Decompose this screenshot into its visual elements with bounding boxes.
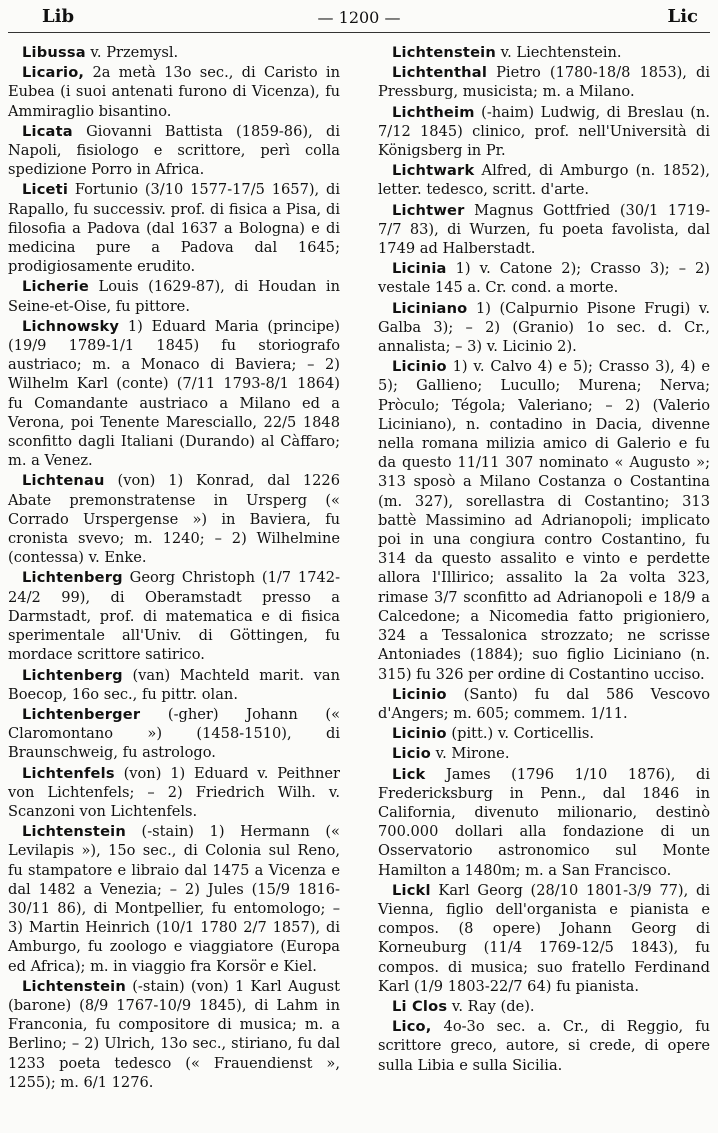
dictionary-entry — [378, 685, 710, 723]
entry-text: Fortunio (3/10 1577-17/5 1657), di Rapallo, fu successiv. prof. di fisica a Pisa, di filosofia a Padova (dal 1637 a Bologna) e di medicina pure a Padova dal 1645; prodigiosamente erudito. — [8, 181, 340, 276]
dictionary-entry — [8, 822, 340, 976]
entry-headword: Lico, — [392, 1018, 432, 1036]
dictionary-entry — [378, 299, 710, 357]
left-column — [8, 43, 340, 1093]
entry-headword: Lichtenberg — [22, 666, 123, 684]
dictionary-entry — [378, 724, 710, 743]
entry-text: (-stain) (von) 1 Karl August (barone) (8/9 1767-10/9 1845), di Lahm in Franconia, fu compositore di musica; m. a Berlino; – 2) Ulrich, 13o sec., stiriano, fu dal 1233 poeta tedesco (« Frauendienst », 1255); m. 6/1 1276. — [8, 977, 340, 1091]
dictionary-entry — [8, 977, 340, 1092]
entry-text: v. Ray (de). — [447, 997, 535, 1015]
entry-headword: Licinio — [392, 725, 447, 743]
entry-headword: Lichnowsky — [22, 317, 120, 335]
entry-text: 4o-3o sec. a. Cr., di Reggio, fu scrittore greco, autore, si crede, di opere sulla Libia e sulla Sicilia. — [378, 1018, 710, 1074]
dictionary-entry — [378, 1017, 710, 1075]
entry-text: 2a metà 13o sec., di Caristo in Eubea (i suoi antenati furono di Vicenza), fu Ammiraglio bisantino. — [8, 64, 340, 120]
entry-text: (von) 1) Eduard v. Peithner von Lichtenfels; – 2) Friedrich Wilh. v. Scanzoni von Lichtenfels. — [8, 764, 340, 820]
entry-headword: Lick — [392, 765, 426, 783]
entry-headword: Licinio — [392, 358, 447, 376]
dictionary-entry — [378, 43, 710, 62]
dictionary-entry — [378, 103, 710, 161]
entry-headword: Lichtenstein — [22, 823, 126, 841]
right-column — [378, 43, 710, 1093]
entry-headword: Licario, — [22, 64, 85, 82]
entry-headword: Libussa — [22, 44, 86, 61]
entry-text: (Santo) fu dal 586 Vescovo d'Angers; m. 605; commem. 1/11. — [378, 685, 710, 722]
entry-headword: Licio — [392, 745, 431, 763]
header-left: Lib — [42, 6, 75, 27]
columns — [8, 43, 710, 1093]
dictionary-entry — [8, 705, 340, 763]
dictionary-entry — [378, 259, 710, 297]
dictionary-entry — [8, 43, 340, 62]
entry-text: v. Przemysl. — [85, 44, 179, 61]
entry-text: v. Liechtenstein. — [495, 44, 622, 61]
dictionary-entry — [8, 122, 340, 180]
entry-headword: Lichtwark — [392, 162, 475, 180]
entry-headword: Liceti — [22, 181, 69, 199]
dictionary-entry — [378, 997, 710, 1016]
entry-headword: Lichtenberg — [22, 569, 123, 587]
entry-headword: Li Clos — [392, 997, 448, 1015]
entry-text: 1) v. Catone 2); Crasso 3); – 2) vestale 145 a. Cr. cond. a morte. — [378, 260, 710, 297]
entry-text: (van) Machteld marit. van Boecop, 16o sec., fu pittr. olan. — [8, 666, 340, 703]
dictionary-entry — [378, 357, 710, 683]
dictionary-entry — [8, 568, 340, 664]
entry-headword: Lichtenau — [22, 472, 105, 490]
entry-text: (-haim) Ludwig, di Breslau (n. 7/12 1845) clinico, prof. nell'Università di Königsberg in Pr. — [378, 103, 710, 160]
entry-headword: Lickl — [392, 881, 431, 899]
header-right: Lic — [667, 6, 698, 27]
entry-text: 1) (Calpurnio Pisone Frugi) v. Galba 3); – 2) (Granio) 1o sec. d. Cr., annalista; – 3) v. Licinio 2). — [378, 299, 710, 356]
dictionary-entry — [378, 161, 710, 199]
entry-text: Giovanni Battista (1859-86), di Napoli, fisiologo e scrittore, perì colla spedizione Porro in Africa. — [8, 122, 340, 179]
entry-headword: Licinio — [392, 685, 447, 703]
entry-headword: Licherie — [22, 278, 89, 296]
dictionary-entry — [378, 201, 710, 259]
entry-text: (pitt.) v. Corticellis. — [446, 725, 595, 743]
entry-text: (von) 1) Konrad, dal 1226 Abate premonstratense in Ursperg (« Corrado Urspergense ») in Baviera, fu cronista svevo; m. 1240; – 2) Wilhelmine (contessa) v. Enke. — [8, 472, 340, 567]
dictionary-entry — [378, 744, 710, 763]
dictionary-entry — [8, 764, 340, 822]
dictionary-entry — [8, 317, 340, 471]
dictionary-entry — [8, 471, 340, 567]
entry-text: 1) v. Calvo 4) e 5); Crasso 3), 4) e 5); Gallieno; Lucullo; Murena; Nerva; Pròculo; Tégola; Valeriano; – 2) (Valerio Liciniano), n. contadino in Dacia, divenne nella romana milizia amico di Galerio e fu da questo 11/11 307 nominato « Augusto »; 313 sposò a Milano Costanza o Costantina (m. 327), sorellastra di Costantino; 313 battè Massimino ad Adrianopoli; implicato poi in una congiura contro Costantino, fu 314 da questo assalito e vinto e perdette allora l'Illirico; assalito la 2a volta 323, rimase 3/7 sconfitto ad Adrianopoli e 18/9 a Calcedone; a Nicomedia fatto prigioniero, 324 a Tessalonica strozzato; ne scrisse Antoniades (1884); suo figlio Liciniano (n. 315) fu 326 per ordine di Costantino ucciso. — [378, 358, 710, 683]
entry-text: Alfred, di Amburgo (n. 1852), letter. tedesco, scritt. d'arte. — [378, 162, 710, 199]
dictionary-entry — [8, 277, 340, 315]
dictionary-entry — [8, 63, 340, 121]
entry-headword: Lichtenstein — [392, 44, 496, 61]
entry-text: Magnus Gottfried (30/1 1719-7/7 83), di Wurzen, fu poeta favolista, dal 1749 ad Halberstadt. — [378, 201, 710, 258]
page-header — [8, 6, 710, 33]
entry-headword: Lichtwer — [392, 201, 465, 219]
entry-text: 1) Eduard Maria (principe) (19/9 1789-1/1 1845) fu storiografo austriaco; m. a Monaco di Baviera; – 2) Wilhelm Karl (conte) (7/11 1793-8/1 1864) fu Comandante austriaco a Milano ed a Verona, poi Tenente Maresciallo, 22/5 1848 sconfitto dagli Italiani (Durando) al Càffaro; m. a Venez. — [8, 317, 340, 470]
dictionary-entry — [378, 881, 710, 996]
entry-text: Louis (1629-87), di Houdan in Seine-et-Oise, fu pittore. — [8, 278, 340, 315]
dictionary-entry — [8, 666, 340, 704]
entry-headword: Lichtenstein — [22, 977, 126, 995]
entry-headword: Liciniano — [392, 299, 468, 317]
entry-headword: Lichtenberger — [22, 705, 141, 723]
entry-headword: Lichtheim — [392, 103, 475, 121]
page-number: — 1200 — — [317, 8, 401, 27]
entry-text: Pietro (1780-18/8 1853), di Pressburg, musicista; m. a Milano. — [378, 64, 710, 101]
entry-headword: Lichtenfels — [22, 764, 115, 782]
dictionary-entry — [378, 63, 710, 101]
dictionary-entry — [8, 180, 340, 276]
entry-text: (-stain) 1) Hermann (« Levilapis »), 15o sec., di Colonia sul Reno, fu stampatore e libraio dal 1475 a Vicenza e dal 1482 a Venezia; – 2) Jules (15/9 1816-30/11 86), di Montpellier, fu entomologo; – 3) Martin Heinrich (10/1 1780 2/7 1857), di Amburgo, fu zoologo e viaggiatore (Europa ed Africa); m. in viaggio fra Korsör e Kiel. — [8, 823, 340, 975]
entry-text: v. Mirone. — [430, 745, 510, 763]
entry-headword: Licata — [22, 122, 73, 140]
entry-text: James (1796 1/10 1876), di Fredericksburg in Penn., dal 1846 in California, divenuto milionario, destinò 700.000 dollari alla fondazione di un Osservatorio astronomico sul Monte Hamilton a 1480m; m. a San Francisco. — [378, 765, 710, 879]
entry-headword: Licinia — [392, 260, 447, 278]
entry-text: Georg Christoph (1/7 1742-24/2 99), di Oberamstadt presso a Darmstadt, prof. di matematica e di fisica sperimentale all'Univ. di Göttingen, fu mordace scrittore satirico. — [8, 569, 340, 664]
dictionary-entry — [378, 765, 710, 880]
entry-headword: Lichtenthal — [392, 64, 488, 82]
entry-text: (-gher) Johann (« Claromontano ») (1458-1510), di Braunschweig, fu astrologo. — [8, 705, 340, 762]
entry-text: Karl Georg (28/10 1801-3/9 77), di Vienna, figlio dell'organista e pianista e compos. (8 opere) Johann Georg di Korneuburg (11/4 1769-12/5 1843), fu compos. di musica; suo fratello Ferdinand Karl (1/9 1803-22/7 64) fu pianista. — [378, 881, 710, 995]
